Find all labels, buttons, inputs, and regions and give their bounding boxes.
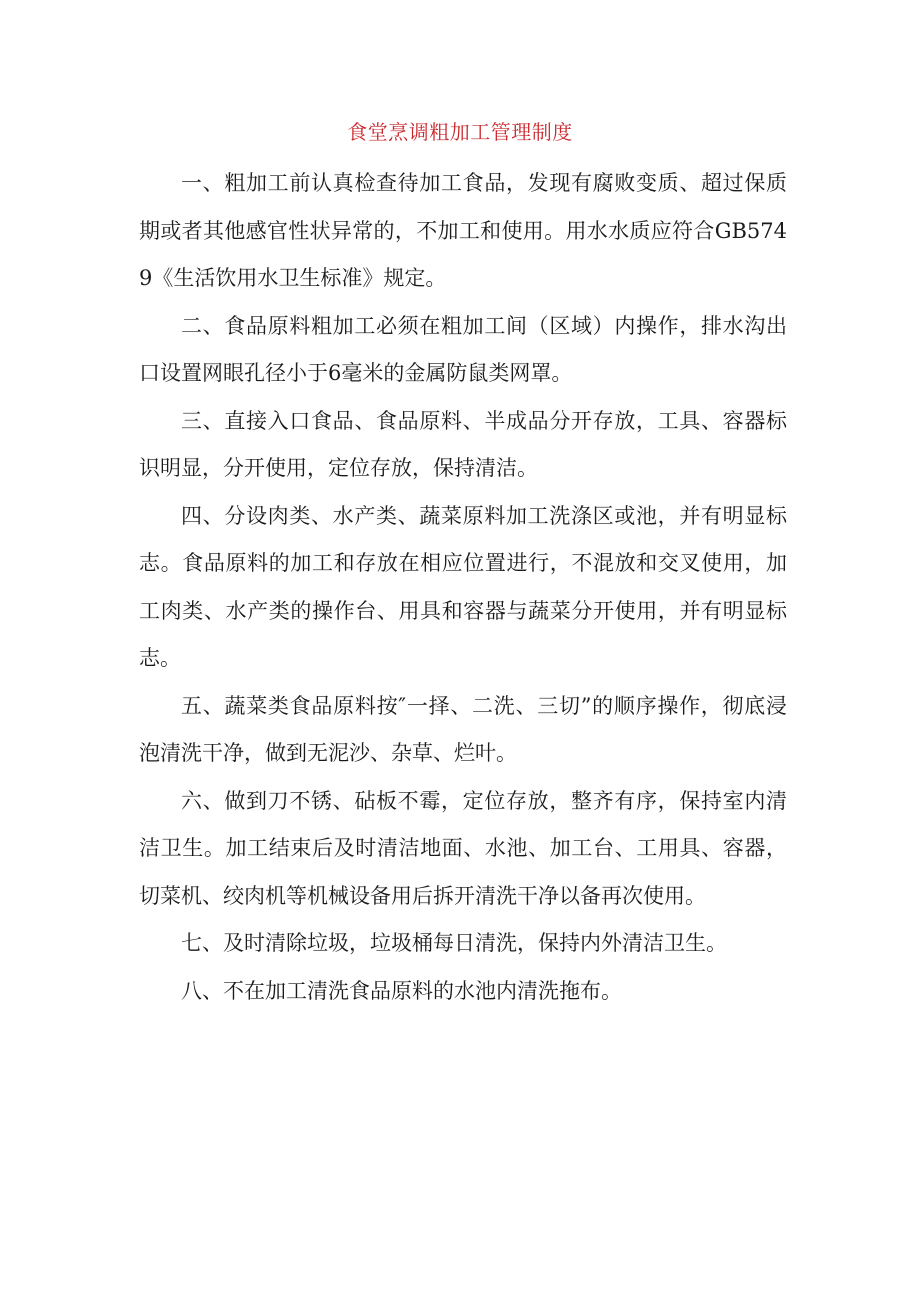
document-body bbox=[139, 160, 787, 1015]
document-title: 食堂烹调粗加工管理制度 bbox=[347, 120, 573, 144]
paragraph-2: 二、食品原料粗加工必须在粗加工间（区域）内操作，排水沟出口设置网眼孔径小于6毫米的金属防鼠类网罩。 bbox=[139, 313, 787, 385]
paragraph-4: 四、分设肉类、水产类、蔬菜原料加工洗涤区或池，并有明显标志。食品原料的加工和存放在相应位置进行，不混放和交叉使用，加工肉类、水产类的操作台、用具和容器与蔬菜分开使用，并有明显标志。 bbox=[139, 503, 787, 670]
paragraph-1: 一、粗加工前认真检查待加工食品，发现有腐败变质、超过保质期或者其他感官性状异常的，不加工和使用。用水水质应符合GB5749《生活饮用水卫生标准》规定。 bbox=[139, 171, 787, 290]
paragraph-5: 五、蔬菜类食品原料按″一择、二洗、三切”的顺序操作，彻底浸泡清洗干净，做到无泥沙、杂草、烂叶。 bbox=[139, 693, 787, 765]
paragraph-3: 三、直接入口食品、食品原料、半成品分开存放，工具、容器标识明显，分开使用，定位存放，保持清洁。 bbox=[139, 408, 787, 480]
paragraph-6: 六、做到刀不锈、砧板不霉，定位存放，整齐有序，保持室内清洁卫生。加工结束后及时清洁地面、水池、加工台、工用具、容器，切菜机、绞肉机等机械设备用后拆开清洗干净以备再次使用。 bbox=[139, 788, 787, 908]
paragraph-8: 八、不在加工清洗食品原料的水池内清洗拖布。 bbox=[181, 978, 622, 1003]
paragraph-7: 七、及时清除垃圾，垃圾桶每日清洗，保持内外清洁卫生。 bbox=[181, 931, 727, 955]
